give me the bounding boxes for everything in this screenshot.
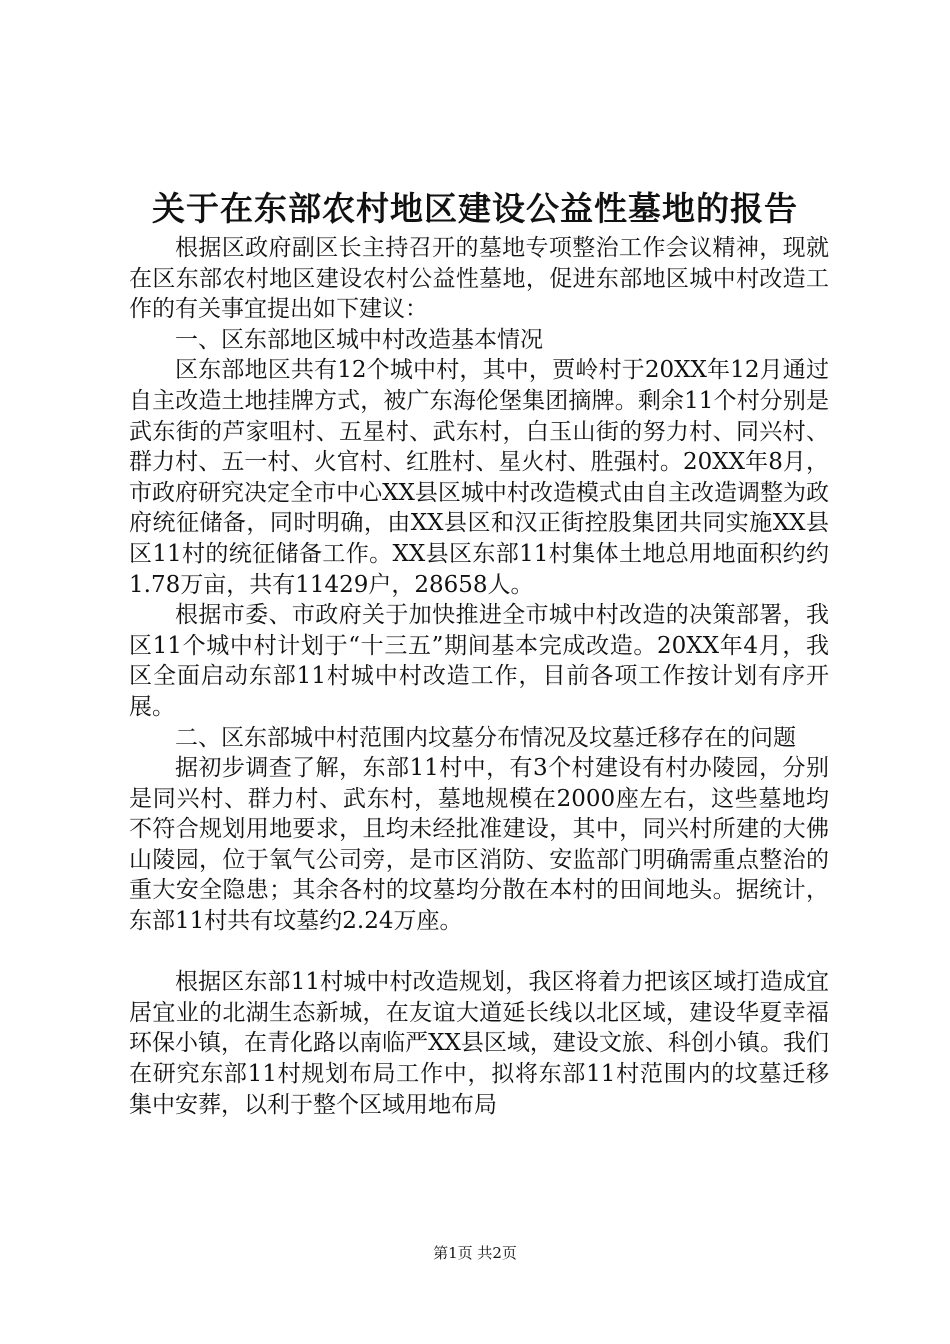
document-title: 关于在东部农村地区建设公益性墓地的报告 [152,189,798,228]
page-footer: 第1页 共2页 [433,1244,517,1262]
paragraph-planning: 根据区东部11村城中村改造规划，我区将着力把该区域打造成宜居宜业的北湖生态新城，在友谊大道延长线以北区域，建设华夏幸福环保小镇，在青化路以南临严XX县区域，建设文旅、科创小镇。我们在研究东部11村规划布局工作中，拟将东部11村范围内的坟墓迁移集中安葬，以利于整个区域用地布局 [129,969,829,1118]
section-heading-2: 二、区东部城中村范围内坟墓分布情况及坟墓迁移存在的问题 [175,724,796,751]
paragraph-intro: 根据区政府副区长主持召开的墓地专项整治工作会议精神，现就在区东部农村地区建设农村公益性墓地，促进东部地区城中村改造工作的有关事宜提出如下建议： [129,235,829,323]
section-heading-1: 一、区东部地区城中村改造基本情况 [175,326,543,353]
document-body [129,233,829,1120]
paragraph-villages: 区东部地区共有12个城中村，其中，贾岭村于20XX年12月通过自主改造土地挂牌方式，被广东海伦堡集团摘牌。剩余11个村分别是武东街的芦家咀村、五星村、武东村，白玉山街的努力村、同兴村、群力村、五一村、火官村、红胜村、星火村、胜强村。20XX年8月，市政府研究决定全市中心XX县区城中村改造模式由自主改造调整为政府统征储备，同时明确，由XX县区和汉正街控股集团共同实施XX县区11村的统征储备工作。XX县区东部11村集体土地总用地面积约约1.78万亩，共有11429户，28658人。 [129,357,829,598]
paragraph-survey: 据初步调查了解，东部11村中，有3个村建设有村办陵园，分别是同兴村、群力村、武东村，墓地规模在2000座左右，这些墓地均不符合规划用地要求，且均未经批准建设，其中，同兴村所建的大佛山陵园，位于氧气公司旁，是市区消防、安监部门明确需重点整治的重大安全隐患；其余各村的坟墓均分散在本村的田间地头。据统计，东部11村共有坟墓约2.24万座。 [129,755,829,935]
paragraph-plan: 根据市委、市政府关于加快推进全市城中村改造的决策部署，我区11个城中村计划于“十三五”期间基本完成改造。20XX年4月，我区全面启动东部11村城中村改造工作，目前各项工作按计划有序开展。 [129,602,829,720]
